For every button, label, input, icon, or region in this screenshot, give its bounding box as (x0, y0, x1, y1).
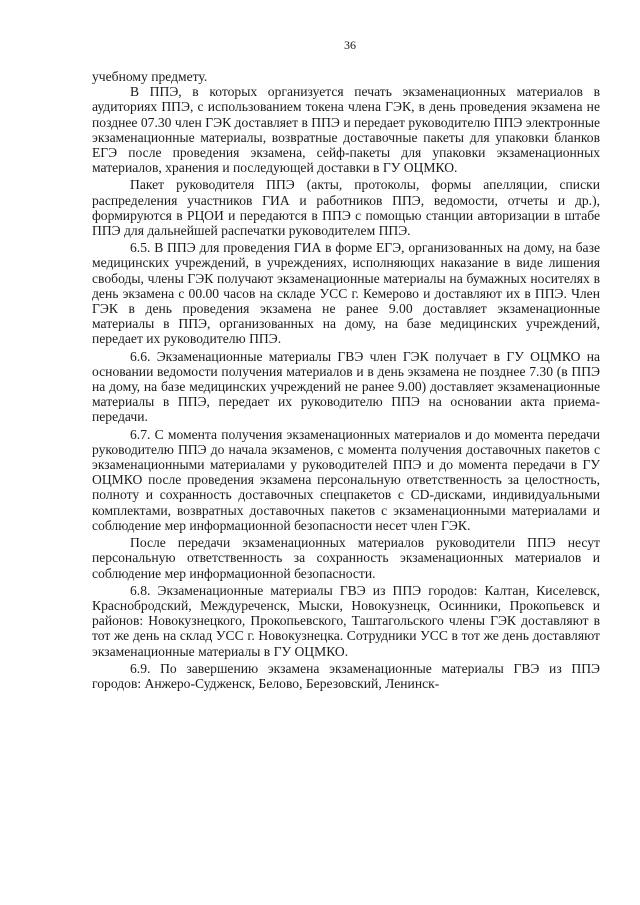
paragraph: 6.5. В ППЭ для проведения ГИА в форме ЕГЭ, организованных на дому, на базе медицинских учреждений, в учреждениях, исполняющих наказание в виде лишения свободы, члены ГЭК получают экзаменационные материалы на бумажных носителях в день экзамена с 00.00 часов на складе УСС г. Кемерово и доставляют их в ППЭ. Член ГЭК в день проведения экзамена не ранее 9.00 доставляет экзаменационные материалы в ППЭ, организованных на дому, на базе медицинских учреждений, передает их руководителю ППЭ. (92, 240, 600, 347)
paragraph: Пакет руководителя ППЭ (акты, протоколы, формы апелляции, списки распределения участников ГИА и работников ППЭ, ведомости, отчеты и др.), формируются в РЦОИ и передаются в ППЭ с помощью станции авторизации в штабе ППЭ для дальнейшей распечатки руководителем ППЭ. (92, 177, 600, 239)
paragraph: После передачи экзаменационных материалов руководители ППЭ несут персональную ответственность за сохранность экзаменационных материалов и соблюдение мер информационной безопасности. (92, 535, 600, 581)
paragraph: 6.7. С момента получения экзаменационных материалов и до момента передачи руководителю ППЭ до начала экзаменов, с момента получения доставочных пакетов с экзаменационными материалами у руководителей ППЭ и до момента передачи в ГУ ОЦМКО после проведения экзамена персональную ответственность за целостность, полноту и сохранность доставочных спецпакетов с CD-дисками, индивидуальными комплектами, возвратных доставочных пакетов с экзаменационными материалами и соблюдение мер информационной безопасности несет член ГЭК. (92, 426, 600, 533)
document-body (92, 69, 600, 691)
paragraph: 6.8. Экзаменационные материалы ГВЭ из ППЭ городов: Калтан, Киселевск, Краснобродский, Междуреченск, Мыски, Новокузнецк, Осинники, Прокопьевск и районов: Новокузнецкого, Прокопьевского, Таштагольского члены ГЭК доставляют в тот же день на склад УСС г. Новокузнецка. Сотрудники УСС в тот же день доставляют экзаменационные материалы в ГУ ОЦМКО. (92, 582, 600, 659)
paragraph: В ППЭ, в которых организуется печать экзаменационных материалов в аудиториях ППЭ, с использованием токена члена ГЭК, в день проведения экзамена не позднее 07.30 член ГЭК доставляет в ППЭ и передает руководителю ППЭ электронные экзаменационные материалы, возвратные доставочные пакеты для упаковки бланков ЕГЭ после проведения экзамена, сейф-пакеты для упаковки экзаменационных материалов, хранения и последующей доставки в ГУ ОЦМКО. (92, 84, 600, 176)
paragraph: 6.9. По завершению экзамена экзаменационные материалы ГВЭ из ППЭ городов: Анжеро-Судженск, Белово, Березовский, Ленинск- (92, 660, 600, 691)
paragraph: 6.6. Экзаменационные материалы ГВЭ член ГЭК получает в ГУ ОЦМКО на основании ведомости получения материалов и в день экзамена не позднее 7.30 (в ППЭ на дому, на базе медицинских учреждений не ранее 9.00) доставляет экзаменационные материалы в ППЭ, передает их руководителю ППЭ на основании акта приема-передачи. (92, 348, 600, 425)
paragraph: учебному предмету. (92, 69, 208, 84)
page-number: 36 (344, 38, 356, 52)
